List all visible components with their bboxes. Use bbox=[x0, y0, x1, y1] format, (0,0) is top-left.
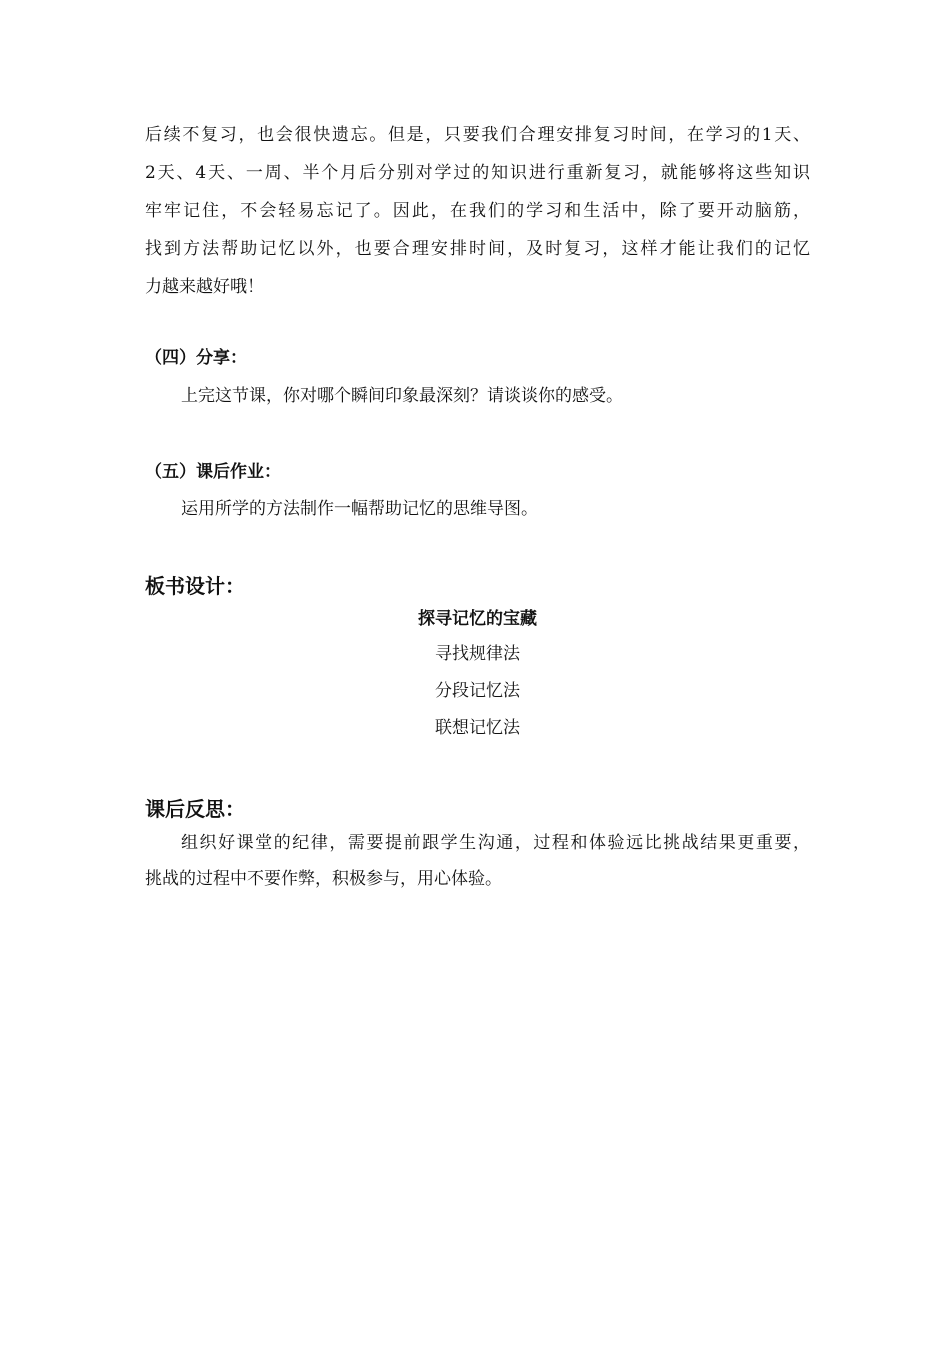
intro-line: 2天、4天、一周、半个月后分别对学过的知识进行重新复习，就能够将这些知识 bbox=[145, 163, 810, 183]
intro-line: 牢牢记住，不会轻易忘记了。因此，在我们的学习和生活中，除了要开动脑筋， bbox=[145, 201, 810, 221]
homework-heading: （五）课后作业： bbox=[145, 462, 281, 482]
share-heading: （四）分享： bbox=[145, 348, 247, 368]
board-design-heading: 板书设计： bbox=[145, 574, 245, 598]
intro-paragraph bbox=[145, 116, 810, 306]
intro-line: 找到方法帮助记忆以外，也要合理安排时间，及时复习，这样才能让我们的记忆 bbox=[145, 239, 810, 259]
share-text: 上完这节课，你对哪个瞬间印象最深刻？请谈谈你的感受。 bbox=[181, 386, 623, 406]
reflection-paragraph bbox=[145, 825, 810, 897]
reflection-line: 组织好课堂的纪律，需要提前跟学生沟通，过程和体验远比挑战结果更重要， bbox=[181, 833, 810, 853]
board-item: 联想记忆法 bbox=[435, 718, 520, 738]
board-item: 寻找规律法 bbox=[435, 644, 520, 664]
intro-line: 力越来越好哦！ bbox=[145, 277, 264, 297]
board-item: 分段记忆法 bbox=[435, 681, 520, 701]
reflection-heading: 课后反思： bbox=[145, 797, 245, 821]
board-title: 探寻记忆的宝藏 bbox=[418, 609, 537, 629]
board-design-block bbox=[145, 602, 810, 747]
homework-text: 运用所学的方法制作一幅帮助记忆的思维导图。 bbox=[181, 499, 538, 519]
intro-line: 后续不复习，也会很快遗忘。但是，只要我们合理安排复习时间，在学习的1天、 bbox=[145, 125, 810, 145]
reflection-line: 挑战的过程中不要作弊，积极参与，用心体验。 bbox=[145, 869, 502, 889]
